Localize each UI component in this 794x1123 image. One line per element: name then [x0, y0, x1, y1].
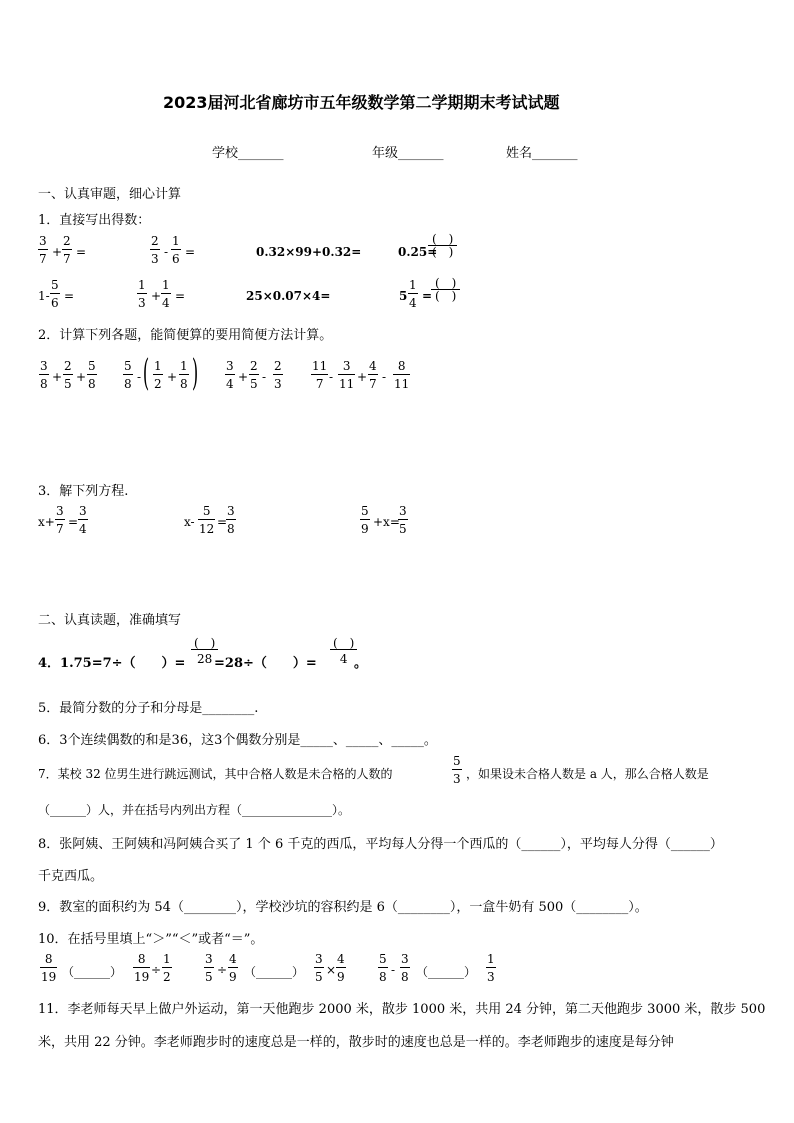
expression: 0.32×99+0.32= — [256, 245, 362, 259]
name-field[interactable]: 姓名_______ — [506, 146, 578, 161]
question-4-text: 4．1.75=7÷（ ）= — [38, 656, 186, 671]
fraction: $\frac{4}{9}$ — [229, 952, 237, 984]
fraction: $\frac{5}{12}$ — [199, 504, 215, 536]
fraction: $\frac{2}{3}$ — [151, 234, 159, 266]
fraction: $\frac{1}{2}$ — [163, 952, 171, 984]
fraction: $\frac{3}{5}$ — [315, 952, 323, 984]
operator: + — [76, 370, 87, 384]
fraction: $\frac{3}{8}$ — [40, 359, 48, 391]
question-4-text: 。 — [354, 656, 368, 671]
answer-fraction[interactable]: ( ) 28 — [191, 637, 218, 665]
operator: - — [329, 370, 334, 384]
fraction: $\frac{2}{7}$ — [63, 234, 71, 266]
fraction: $\frac{5}{8}$ — [379, 952, 387, 984]
fraction: $\frac{2}{3}$ — [274, 359, 282, 391]
question-7-text: （______）人，并在括号内列出方程（_______________）。 — [38, 803, 351, 817]
operator: - — [382, 370, 387, 384]
operator: - — [391, 963, 396, 977]
fraction: $\frac{8}{19}$ — [41, 952, 57, 984]
grade-field[interactable]: 年级_______ — [372, 146, 444, 161]
fraction: $\frac{1}{6}$ — [172, 234, 180, 266]
fraction: $\frac{1}{4}$ — [162, 278, 170, 310]
fraction: $\frac{5}{6}$ — [51, 278, 59, 310]
operator: + — [238, 370, 249, 384]
fraction: $\frac{1}{3}$ — [138, 278, 146, 310]
question-11-line1: 11．李老师每天早上做户外运动，第一天他跑步 2000 米，散步 1000 米，共用 24 分钟，第二天他跑步 3000 米，散步 500 — [38, 1002, 766, 1017]
expression: 5 — [399, 289, 408, 303]
question-7-text: ，如果设未合格人数是 a 人，那么合格人数是 — [466, 767, 709, 781]
fraction: $\frac{1}{4}$ — [409, 278, 417, 310]
operator: + — [151, 289, 162, 303]
fraction: $\frac{5}{3}$ — [453, 754, 461, 786]
comparison-blank[interactable]: （______） — [62, 965, 123, 979]
operator: - — [164, 245, 169, 259]
fraction: $\frac{1}{3}$ — [487, 952, 495, 984]
answer-fraction[interactable]: ( ) 4 — [330, 637, 357, 665]
fraction: $\frac{3}{11}$ — [339, 359, 355, 391]
equals-sign: = — [185, 245, 196, 259]
comparison-blank[interactable]: （______） — [244, 965, 305, 979]
fraction: $\frac{5}{8}$ — [124, 359, 132, 391]
question-10-label: 10．在括号里填上“＞”“＜”或者“＝”。 — [38, 932, 264, 947]
question-7-text: 7．某校 32 位男生进行跳远测试，其中合格人数是未合格的人数的 — [38, 767, 393, 781]
question-11-line2: 米，共用 22 分钟。李老师跑步时的速度总是一样的，散步时的速度也总是一样的。李老师跑步的速度是每分钟 — [38, 1035, 674, 1050]
section-heading-1: 一、认真审题，细心计算 — [38, 187, 182, 202]
operator: + — [52, 370, 63, 384]
expression: +x= — [373, 515, 400, 529]
section-heading-2: 二、认真读题，准确填写 — [38, 613, 182, 628]
answer-fraction[interactable]: ( ) ( ) — [431, 277, 460, 302]
right-paren: ) — [191, 353, 199, 394]
equals-sign: = — [217, 515, 228, 529]
question-4-text: =28÷（ ）= — [214, 656, 317, 671]
comparison-blank[interactable]: （______） — [416, 965, 477, 979]
question-9: 9．教室的面积约为 54（________），学校沙坑的容积约是 6（________），一盒牛奶有 500（________）。 — [38, 900, 648, 915]
answer-fraction[interactable]: ( ) ( ) — [428, 233, 457, 258]
operator: - — [137, 370, 142, 384]
fraction: $\frac{3}{8}$ — [227, 504, 235, 536]
question-2-label: 2．计算下列各题，能简便算的要用简便方法计算。 — [38, 328, 333, 343]
fraction: $\frac{4}{9}$ — [337, 952, 345, 984]
fraction: $\frac{8}{19}$ — [134, 952, 150, 984]
question-3-label: 3．解下列方程. — [38, 484, 129, 499]
fraction: $\frac{2}{5}$ — [250, 359, 258, 391]
question-5: 5．最简分数的分子和分母是________. — [38, 701, 259, 716]
expression: 0.25= — [398, 245, 438, 259]
equals-sign: = — [64, 289, 75, 303]
operator: + — [357, 370, 368, 384]
question-8-line1: 8．张阿姨、王阿姨和冯阿姨合买了 1 个 6 千克的西瓜，平均每人分得一个西瓜的（______），平均每人分得（______） — [38, 837, 723, 852]
fraction: $\frac{3}{8}$ — [401, 952, 409, 984]
fraction: $\frac{11}{7}$ — [312, 359, 328, 391]
expression: 25×0.07×4= — [246, 289, 331, 303]
school-field[interactable]: 学校_______ — [212, 146, 284, 161]
fraction: $\frac{4}{7}$ — [369, 359, 377, 391]
operator: × — [326, 963, 337, 977]
fraction: $\frac{3}{7}$ — [39, 234, 47, 266]
expression: x+ — [38, 515, 55, 529]
operator: + — [52, 245, 63, 259]
fraction: $\frac{3}{4}$ — [79, 504, 87, 536]
equals-sign: = — [422, 289, 433, 303]
fraction: $\frac{1}{2}$ — [154, 359, 162, 391]
fraction: $\frac{5}{8}$ — [88, 359, 96, 391]
fraction: $\frac{3}{5}$ — [205, 952, 213, 984]
operator: ÷ — [151, 963, 162, 977]
fraction: $\frac{3}{5}$ — [399, 504, 407, 536]
left-paren: ( — [142, 353, 150, 394]
page-title: 2023届河北省廊坊市五年级数学第二学期期末考试试题 — [163, 93, 560, 112]
question-1-label: 1．直接写出得数： — [38, 213, 151, 228]
question-8-line2: 千克西瓜。 — [38, 869, 104, 884]
fraction: $\frac{3}{4}$ — [226, 359, 234, 391]
operator: + — [167, 370, 178, 384]
equals-sign: = — [76, 245, 87, 259]
operator: ÷ — [217, 963, 228, 977]
fraction: $\frac{8}{11}$ — [394, 359, 410, 391]
expression: x- — [184, 515, 195, 529]
fraction: $\frac{2}{5}$ — [64, 359, 72, 391]
equals-sign: = — [175, 289, 186, 303]
question-6: 6．3个连续偶数的和是36，这3个偶数分别是_____、_____、_____。 — [38, 733, 437, 748]
fraction: $\frac{3}{7}$ — [56, 504, 64, 536]
expression: 1- — [38, 289, 50, 303]
fraction: $\frac{1}{8}$ — [180, 359, 188, 391]
equals-sign: = — [68, 515, 79, 529]
operator: - — [262, 370, 267, 384]
fraction: $\frac{5}{9}$ — [361, 504, 369, 536]
